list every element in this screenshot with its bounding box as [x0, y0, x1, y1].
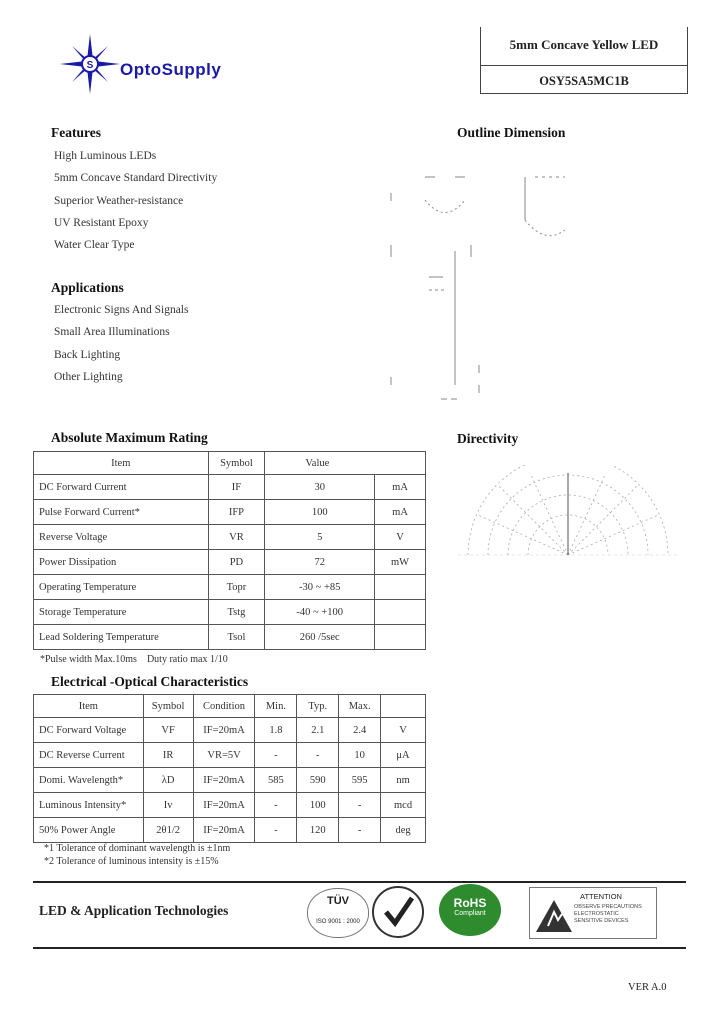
attention-title: ATTENTION — [580, 892, 622, 901]
item: Pulse Forward Current* — [34, 500, 209, 525]
table-row — [34, 718, 426, 743]
table-row — [34, 818, 426, 843]
version-label: VER A.0 — [628, 982, 667, 993]
header-max: Max. — [339, 695, 381, 718]
table-row — [34, 793, 426, 818]
typ: 120 — [297, 818, 339, 843]
svg-text:S: S — [86, 60, 94, 71]
applications-list — [54, 304, 354, 393]
directivity-heading: Directivity — [457, 431, 519, 446]
list-item: Back Lighting — [54, 348, 121, 361]
checkmark-icon — [374, 888, 422, 936]
attention-line: ELECTROSTATIC — [574, 911, 619, 917]
unit — [375, 575, 426, 600]
unit: deg — [381, 818, 426, 843]
symbol: VF — [143, 718, 193, 743]
table-row — [34, 743, 426, 768]
item: Lead Soldering Temperature — [34, 625, 209, 650]
table-row — [34, 525, 426, 550]
tuv-iso-badge — [307, 888, 369, 938]
eoc-note-1: *1 Tolerance of dominant wavelength is ±1nm — [44, 843, 231, 854]
rohs-sub-label: Compliant — [454, 910, 486, 917]
item: Domi. Wavelength* — [34, 768, 144, 793]
value: 72 — [265, 550, 375, 575]
checkmark-badge — [372, 886, 424, 938]
attention-line: OBSERVE PRECAUTIONS — [574, 904, 642, 910]
unit: nm — [381, 768, 426, 793]
symbol: VR — [208, 525, 265, 550]
unit: mcd — [381, 793, 426, 818]
min: - — [255, 818, 297, 843]
table-header-row — [34, 695, 426, 718]
table-header-row — [34, 452, 426, 475]
tuv-label: TÜV — [327, 895, 349, 907]
header-symbol: Symbol — [208, 452, 265, 475]
features-list — [54, 150, 354, 261]
header-symbol: Symbol — [143, 695, 193, 718]
footer-divider-bottom — [33, 947, 686, 949]
applications-heading: Applications — [51, 280, 124, 295]
value: 30 — [265, 475, 375, 500]
table-row — [34, 575, 426, 600]
header-value: Value — [265, 452, 426, 475]
max: - — [339, 818, 381, 843]
table-row — [34, 625, 426, 650]
value: -40 ~ +100 — [265, 600, 375, 625]
max: 595 — [339, 768, 381, 793]
esd-warning-icon — [534, 898, 574, 934]
symbol: IR — [143, 743, 193, 768]
amr-heading: Absolute Maximum Rating — [51, 430, 208, 445]
max: 2.4 — [339, 718, 381, 743]
header-typ: Typ. — [297, 695, 339, 718]
list-item: 5mm Concave Standard Directivity — [54, 172, 218, 185]
symbol: PD — [208, 550, 265, 575]
outline-drawing — [385, 165, 585, 405]
unit: V — [381, 718, 426, 743]
item: DC Forward Voltage — [34, 718, 144, 743]
value: -30 ~ +85 — [265, 575, 375, 600]
list-item: Electronic Signs And Signals — [54, 304, 189, 316]
value: 260 /5sec — [265, 625, 375, 650]
typ: 590 — [297, 768, 339, 793]
min: 1.8 — [255, 718, 297, 743]
item: Luminous Intensity* — [34, 793, 144, 818]
header-item: Item — [34, 452, 209, 475]
min: 585 — [255, 768, 297, 793]
symbol: Iv — [143, 793, 193, 818]
part-number: OSY5SA5MC1B — [539, 74, 629, 88]
condition: IF=20mA — [193, 768, 255, 793]
condition: VR=5V — [193, 743, 255, 768]
table-row — [34, 475, 426, 500]
unit: mA — [375, 475, 426, 500]
esd-attention-badge — [529, 887, 657, 939]
eoc-note-2: *2 Tolerance of luminous intensity is ±15% — [44, 856, 219, 867]
attention-line: SENSITIVE DEVICES — [574, 918, 629, 924]
list-item: Water Clear Type — [54, 239, 135, 252]
header-min: Min. — [255, 695, 297, 718]
item: DC Reverse Current — [34, 743, 144, 768]
max: 10 — [339, 743, 381, 768]
amr-table — [33, 451, 426, 650]
header-item: Item — [34, 695, 144, 718]
brand-name: OptoSupply — [120, 60, 222, 79]
rohs-label: RoHS — [453, 896, 487, 910]
table-row — [34, 550, 426, 575]
list-item: Other Lighting — [54, 370, 123, 383]
product-title: 5mm Concave Yellow LED — [509, 37, 659, 52]
eoc-table — [33, 694, 426, 843]
outline-heading: Outline Dimension — [457, 125, 566, 140]
value: 5 — [265, 525, 375, 550]
rohs-badge — [439, 884, 501, 936]
condition: IF=20mA — [193, 718, 255, 743]
unit — [375, 625, 426, 650]
symbol: IFP — [208, 500, 265, 525]
symbol: λD — [143, 768, 193, 793]
list-item: High Luminous LEDs — [54, 150, 157, 162]
footer-divider-top — [33, 881, 686, 883]
features-heading: Features — [51, 125, 101, 140]
iso-label: ISO 9001 : 2000 — [316, 919, 360, 925]
symbol: Tsol — [208, 625, 265, 650]
typ: - — [297, 743, 339, 768]
condition: IF=20mA — [193, 793, 255, 818]
unit: μA — [381, 743, 426, 768]
amr-note: *Pulse width Max.10ms Duty ratio max 1/10 — [40, 654, 228, 665]
unit: mW — [375, 550, 426, 575]
company-logo — [58, 36, 268, 96]
table-row — [34, 500, 426, 525]
list-item: Superior Weather-resistance — [54, 194, 184, 207]
unit — [375, 600, 426, 625]
symbol: IF — [208, 475, 265, 500]
unit: mA — [375, 500, 426, 525]
symbol: 2θ1/2 — [143, 818, 193, 843]
company-name: LED & Application Technologies — [39, 903, 229, 918]
item: DC Forward Current — [34, 475, 209, 500]
table-row — [34, 600, 426, 625]
item: Power Dissipation — [34, 550, 209, 575]
typ: 100 — [297, 793, 339, 818]
item: Operating Temperature — [34, 575, 209, 600]
value: 100 — [265, 500, 375, 525]
symbol: Tstg — [208, 600, 265, 625]
header-unit — [381, 695, 426, 718]
condition: IF=20mA — [193, 818, 255, 843]
list-item: UV Resistant Epoxy — [54, 216, 149, 229]
directivity-chart — [458, 465, 678, 575]
item: Reverse Voltage — [34, 525, 209, 550]
typ: 2.1 — [297, 718, 339, 743]
min: - — [255, 743, 297, 768]
item: 50% Power Angle — [34, 818, 144, 843]
unit: V — [375, 525, 426, 550]
list-item: Small Area Illuminations — [54, 326, 170, 339]
max: - — [339, 793, 381, 818]
star-logo-icon — [58, 32, 122, 96]
eoc-heading: Electrical -Optical Characteristics — [51, 674, 249, 689]
item: Storage Temperature — [34, 600, 209, 625]
min: - — [255, 793, 297, 818]
table-row — [34, 768, 426, 793]
title-box — [480, 27, 688, 94]
header-condition: Condition — [193, 695, 255, 718]
symbol: Topr — [208, 575, 265, 600]
